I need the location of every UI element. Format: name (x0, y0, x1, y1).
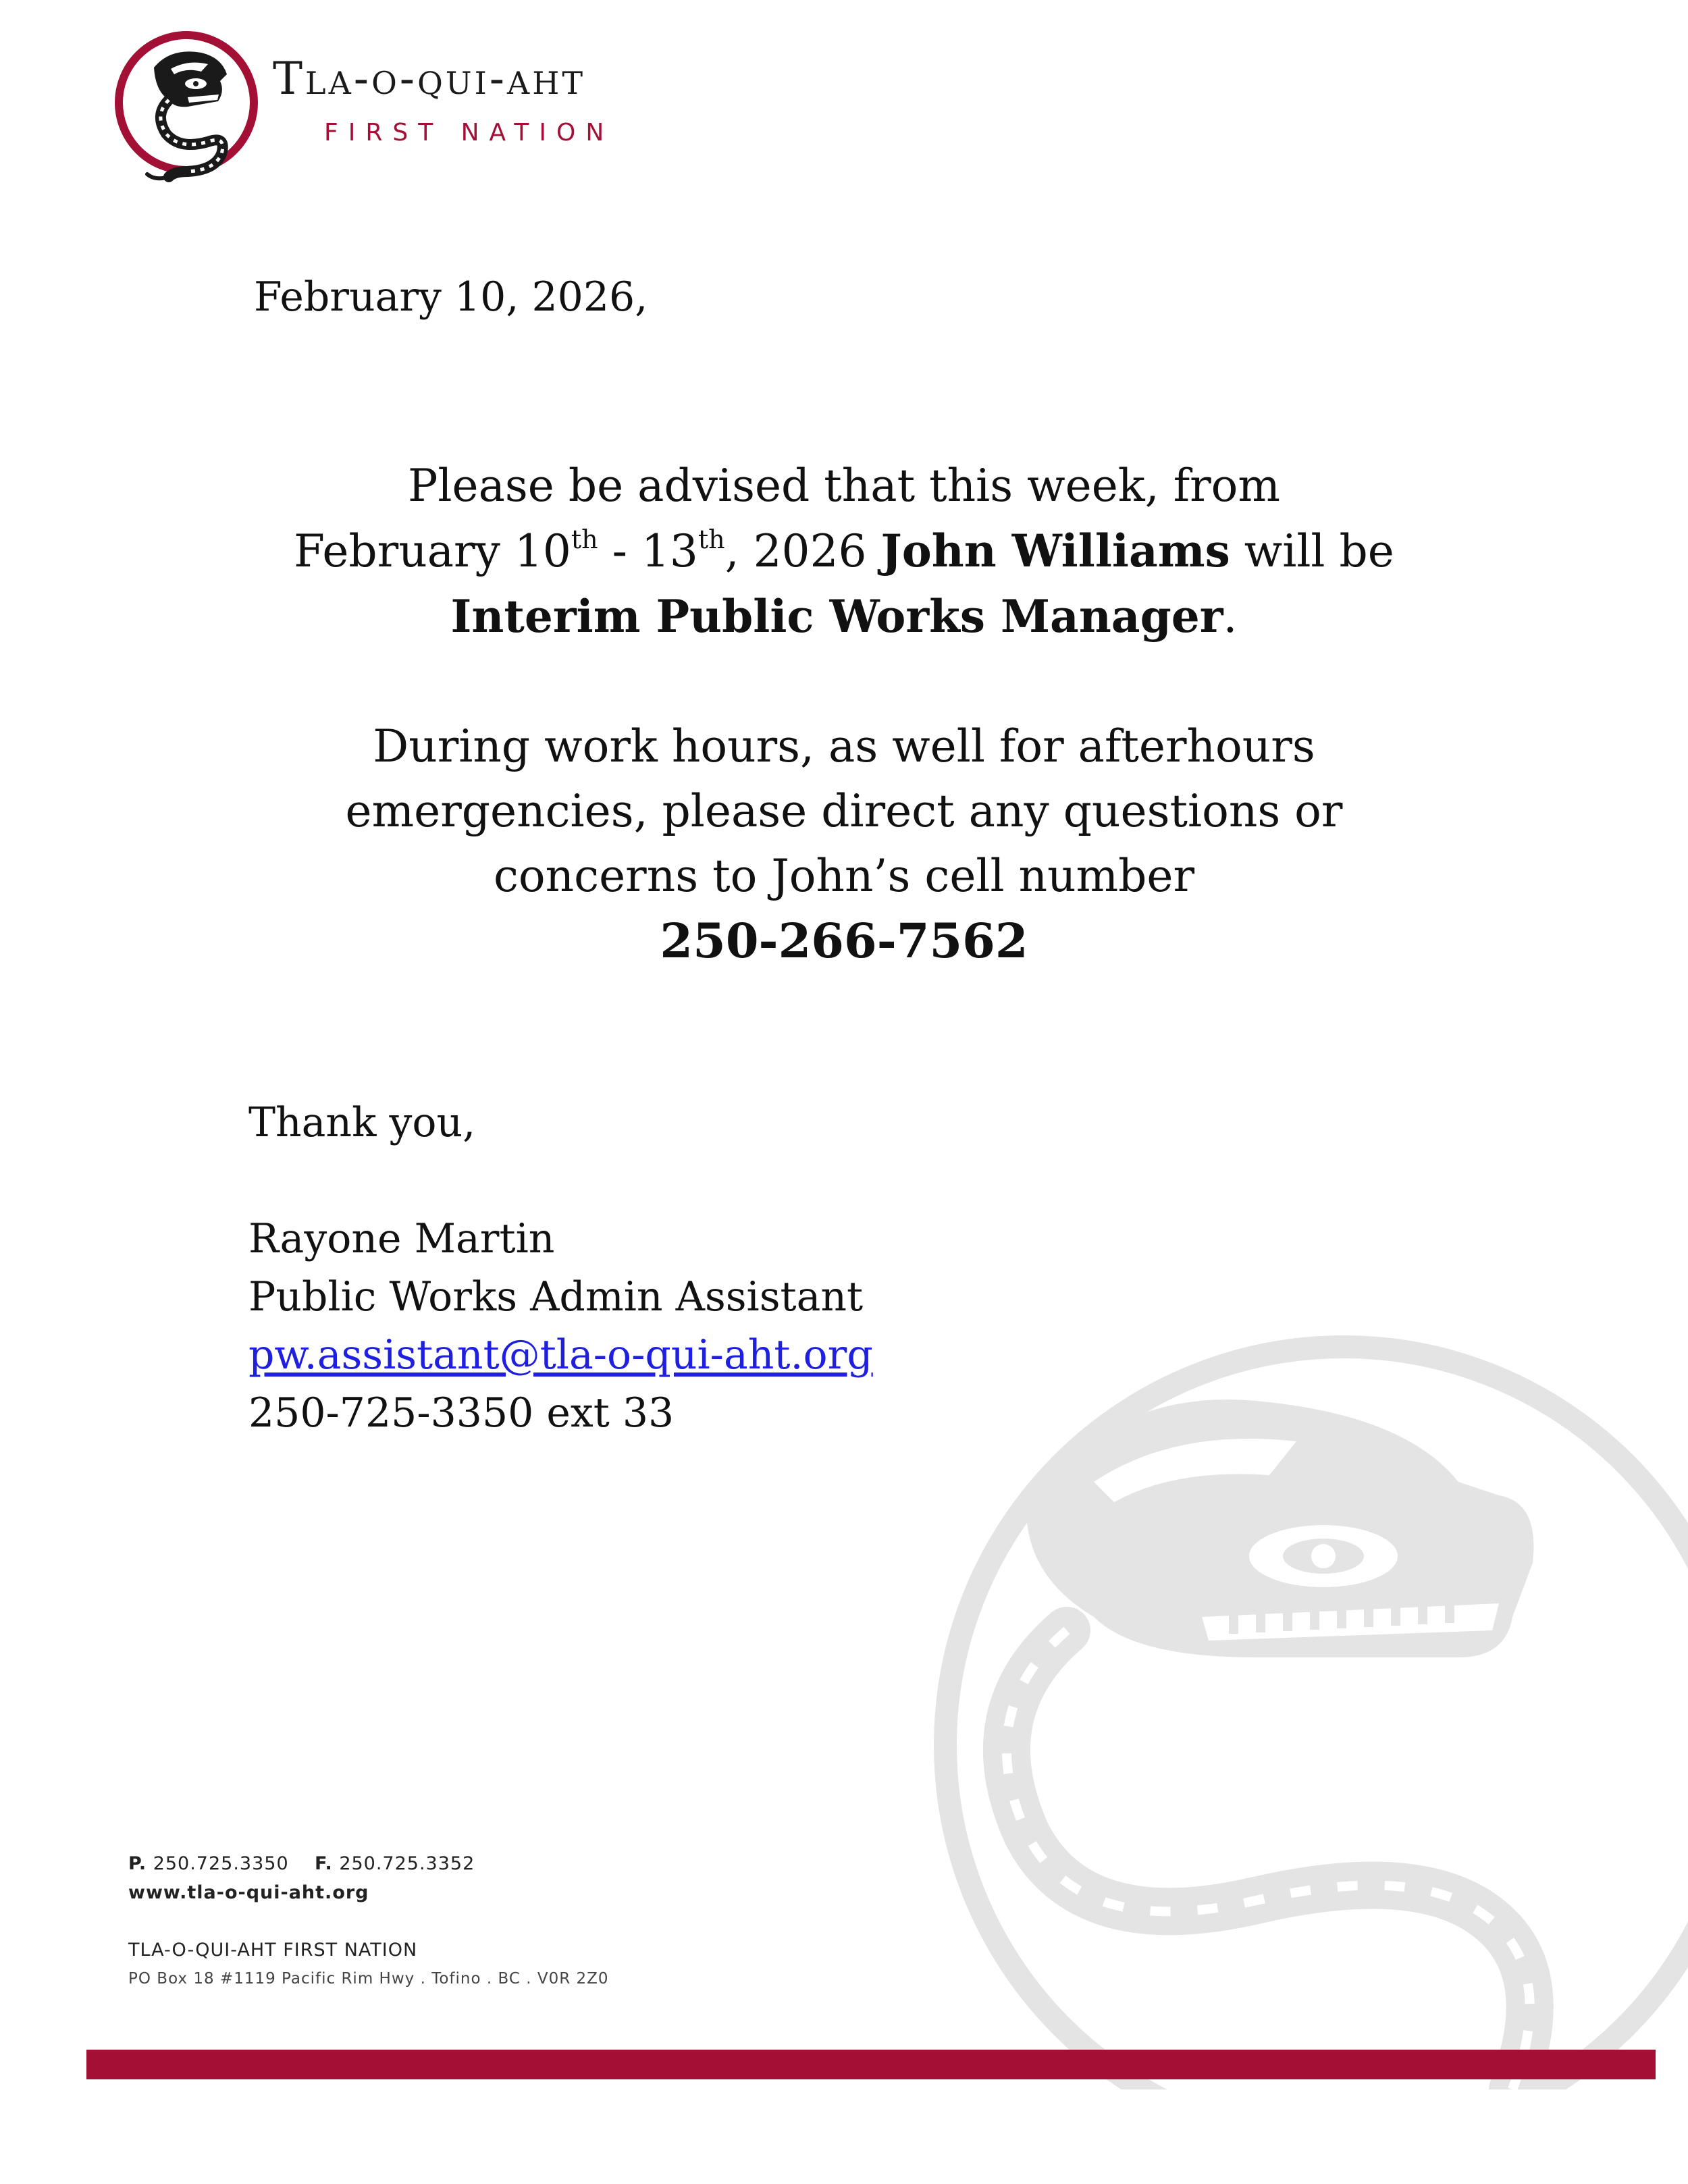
footer-color-bar (86, 2050, 1656, 2079)
sender-phone: 250-725-3350 ext 33 (248, 1389, 675, 1437)
sender-name: Rayone Martin (248, 1215, 555, 1262)
cell-phone-number: 250-266-7562 (660, 913, 1028, 969)
notice-line-3 (135, 584, 1553, 649)
footer-address: PO Box 18 #1119 Pacific Rim Hwy . Tofino . BC . V0R 2Z0 (128, 1970, 609, 1988)
sender-title: Public Works Admin Assistant (248, 1273, 864, 1321)
contact-line-2: emergencies, please direct any questions or (345, 785, 1343, 837)
notice-paragraph (135, 454, 1553, 649)
sender-email-link[interactable]: pw.assistant@tla-o-qui-aht.org (248, 1331, 873, 1379)
raven-serpent-watermark-icon (824, 1279, 1688, 2089)
signature-block (248, 1094, 873, 1442)
contact-line-1: During work hours, as well for afterhours (373, 720, 1315, 772)
ordinal-suffix: th (571, 525, 598, 554)
notice-line-1: Please be advised that this week, from (408, 460, 1280, 512)
date-range-start: February 10 (294, 525, 571, 577)
notice-line-2-end: will be (1230, 525, 1394, 577)
role-period: . (1223, 591, 1238, 643)
footer-phone-fax (128, 1853, 609, 1874)
raven-serpent-logo-icon (107, 27, 262, 182)
date-range-dash: - 13 (598, 525, 698, 577)
contact-paragraph (135, 714, 1553, 974)
footer-fax: 250.725.3352 (339, 1853, 475, 1874)
ordinal-suffix: th (697, 525, 725, 554)
letterhead-footer (128, 1853, 609, 1988)
letter-date: February 10, 2026, (254, 273, 648, 321)
interim-role: Interim Public Works Manager (450, 590, 1223, 643)
footer-website: www.tla-o-qui-aht.org (128, 1882, 369, 1903)
organization-name: Tla-o-qui-aht (273, 53, 586, 105)
footer-phone: 250.725.3350 (153, 1853, 289, 1874)
closing-thanks: Thank you, (248, 1099, 476, 1146)
footer-org-name: TLA-O-QUI-AHT FIRST NATION (128, 1940, 418, 1961)
organization-subtitle: FIRST NATION (324, 119, 614, 147)
phone-label: P. (128, 1853, 147, 1874)
interim-manager-name: John Williams (880, 525, 1230, 577)
notice-line-2 (135, 518, 1553, 584)
date-range-year: , 2026 (724, 525, 881, 577)
contact-line-3: concerns to John’s cell number (493, 850, 1195, 902)
fax-label: F. (314, 1853, 333, 1874)
